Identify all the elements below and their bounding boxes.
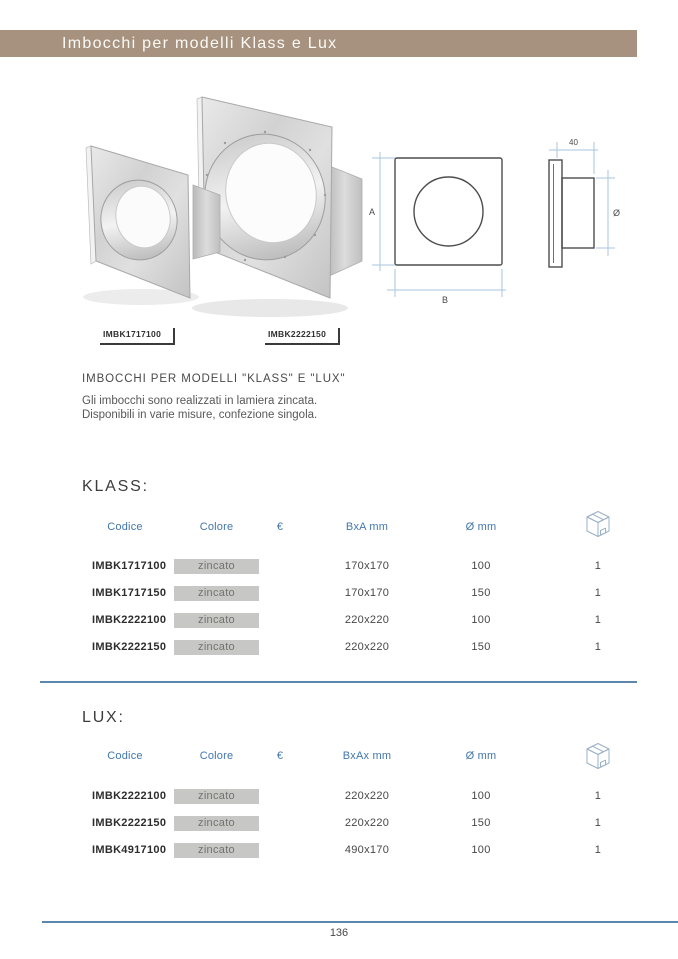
- cell-colore: [168, 607, 265, 634]
- column-header-codice: Codice: [107, 521, 143, 533]
- cell-diameter: 150: [471, 587, 491, 599]
- cell-bxa: 220x220: [344, 614, 390, 626]
- column-header-bxa: BxA mm: [345, 521, 389, 533]
- cell-qty: 1: [594, 790, 602, 802]
- photo-label-right: IMBK2222150: [268, 329, 327, 339]
- cell-codice: IMBK2222100: [92, 790, 167, 802]
- description-line2: Disponibili in varie misure, confezione singola.: [82, 409, 318, 421]
- color-chip: zincato: [174, 559, 259, 574]
- lux-table-header: [0, 746, 678, 766]
- dim-label-diameter: Ø: [613, 208, 621, 218]
- cell-qty: 1: [594, 844, 602, 856]
- table-row: [0, 580, 678, 607]
- cell-qty: 1: [594, 641, 602, 653]
- cell-bxa: 220x220: [344, 817, 390, 829]
- package-box-icon: [583, 740, 613, 772]
- cell-colore: [168, 837, 265, 864]
- cell-diameter: 100: [471, 614, 491, 626]
- dim-label-depth: 40: [569, 138, 578, 147]
- color-chip: zincato: [174, 789, 259, 804]
- cell-diameter: 100: [471, 844, 491, 856]
- cell-colore: [168, 580, 265, 607]
- color-chip: zincato: [174, 843, 259, 858]
- cell-codice: IMBK2222100: [92, 614, 167, 626]
- cell-colore: [168, 810, 265, 837]
- cell-codice: IMBK4917100: [92, 844, 167, 856]
- cell-qty: 1: [594, 614, 602, 626]
- description-line1: Gli imbocchi sono realizzati in lamiera zincata.: [82, 395, 318, 407]
- cell-qty: 1: [594, 587, 602, 599]
- description-heading: IMBOCCHI PER MODELLI "KLASS" E "LUX": [82, 373, 346, 385]
- cell-diameter: 100: [471, 790, 491, 802]
- table-row: [0, 783, 678, 810]
- column-header-diameter: Ø mm: [465, 521, 497, 533]
- table-row: [0, 553, 678, 580]
- photo-label-left: IMBK1717100: [103, 329, 162, 339]
- package-box-icon: [583, 508, 613, 540]
- footer-rule: [42, 921, 678, 923]
- photo-label-right-bracket: [265, 328, 340, 345]
- column-header-euro: €: [276, 750, 284, 762]
- table-row: [0, 837, 678, 864]
- dim-label-a: A: [369, 207, 376, 217]
- color-chip: zincato: [174, 613, 259, 628]
- color-chip: zincato: [174, 640, 259, 655]
- cell-bxa: 220x220: [344, 641, 390, 653]
- cell-codice: IMBK1717100: [92, 560, 167, 572]
- cell-colore: [168, 553, 265, 580]
- technical-drawing: [368, 118, 670, 313]
- cell-colore: [168, 634, 265, 661]
- column-header-colore: Colore: [199, 750, 234, 762]
- cell-bxa: 220x220: [344, 790, 390, 802]
- column-header-diameter: Ø mm: [465, 750, 497, 762]
- table-row: [0, 607, 678, 634]
- color-chip: zincato: [174, 816, 259, 831]
- table-row: [0, 810, 678, 837]
- cell-colore: [168, 783, 265, 810]
- cell-codice: IMBK1717150: [92, 587, 167, 599]
- cell-bxa: 490x170: [344, 844, 390, 856]
- column-header-colore: Colore: [199, 521, 234, 533]
- description-body: [82, 394, 317, 422]
- cell-diameter: 150: [471, 641, 491, 653]
- page-number: 136: [329, 927, 349, 939]
- cell-bxa: 170x170: [344, 587, 390, 599]
- column-header-bxa: BxAx mm: [342, 750, 392, 762]
- photo-label-left-bracket: [100, 328, 175, 345]
- section-heading-klass: KLASS:: [82, 478, 149, 495]
- cell-codice: IMBK2222150: [92, 641, 167, 653]
- table-row: [0, 634, 678, 661]
- section-divider: [40, 681, 637, 683]
- page-title: Imbocchi per modelli Klass e Lux: [62, 35, 338, 52]
- dim-label-b: B: [442, 295, 449, 305]
- cell-diameter: 150: [471, 817, 491, 829]
- color-chip: zincato: [174, 586, 259, 601]
- cell-diameter: 100: [471, 560, 491, 572]
- cell-bxa: 170x170: [344, 560, 390, 572]
- product-photo: [75, 85, 375, 335]
- cell-codice: IMBK2222150: [92, 817, 167, 829]
- cell-qty: 1: [594, 560, 602, 572]
- column-header-codice: Codice: [107, 750, 143, 762]
- section-heading-lux: LUX:: [82, 709, 125, 726]
- klass-table-header: [0, 517, 678, 537]
- column-header-euro: €: [276, 521, 284, 533]
- page-header-bar: [0, 30, 637, 57]
- cell-qty: 1: [594, 817, 602, 829]
